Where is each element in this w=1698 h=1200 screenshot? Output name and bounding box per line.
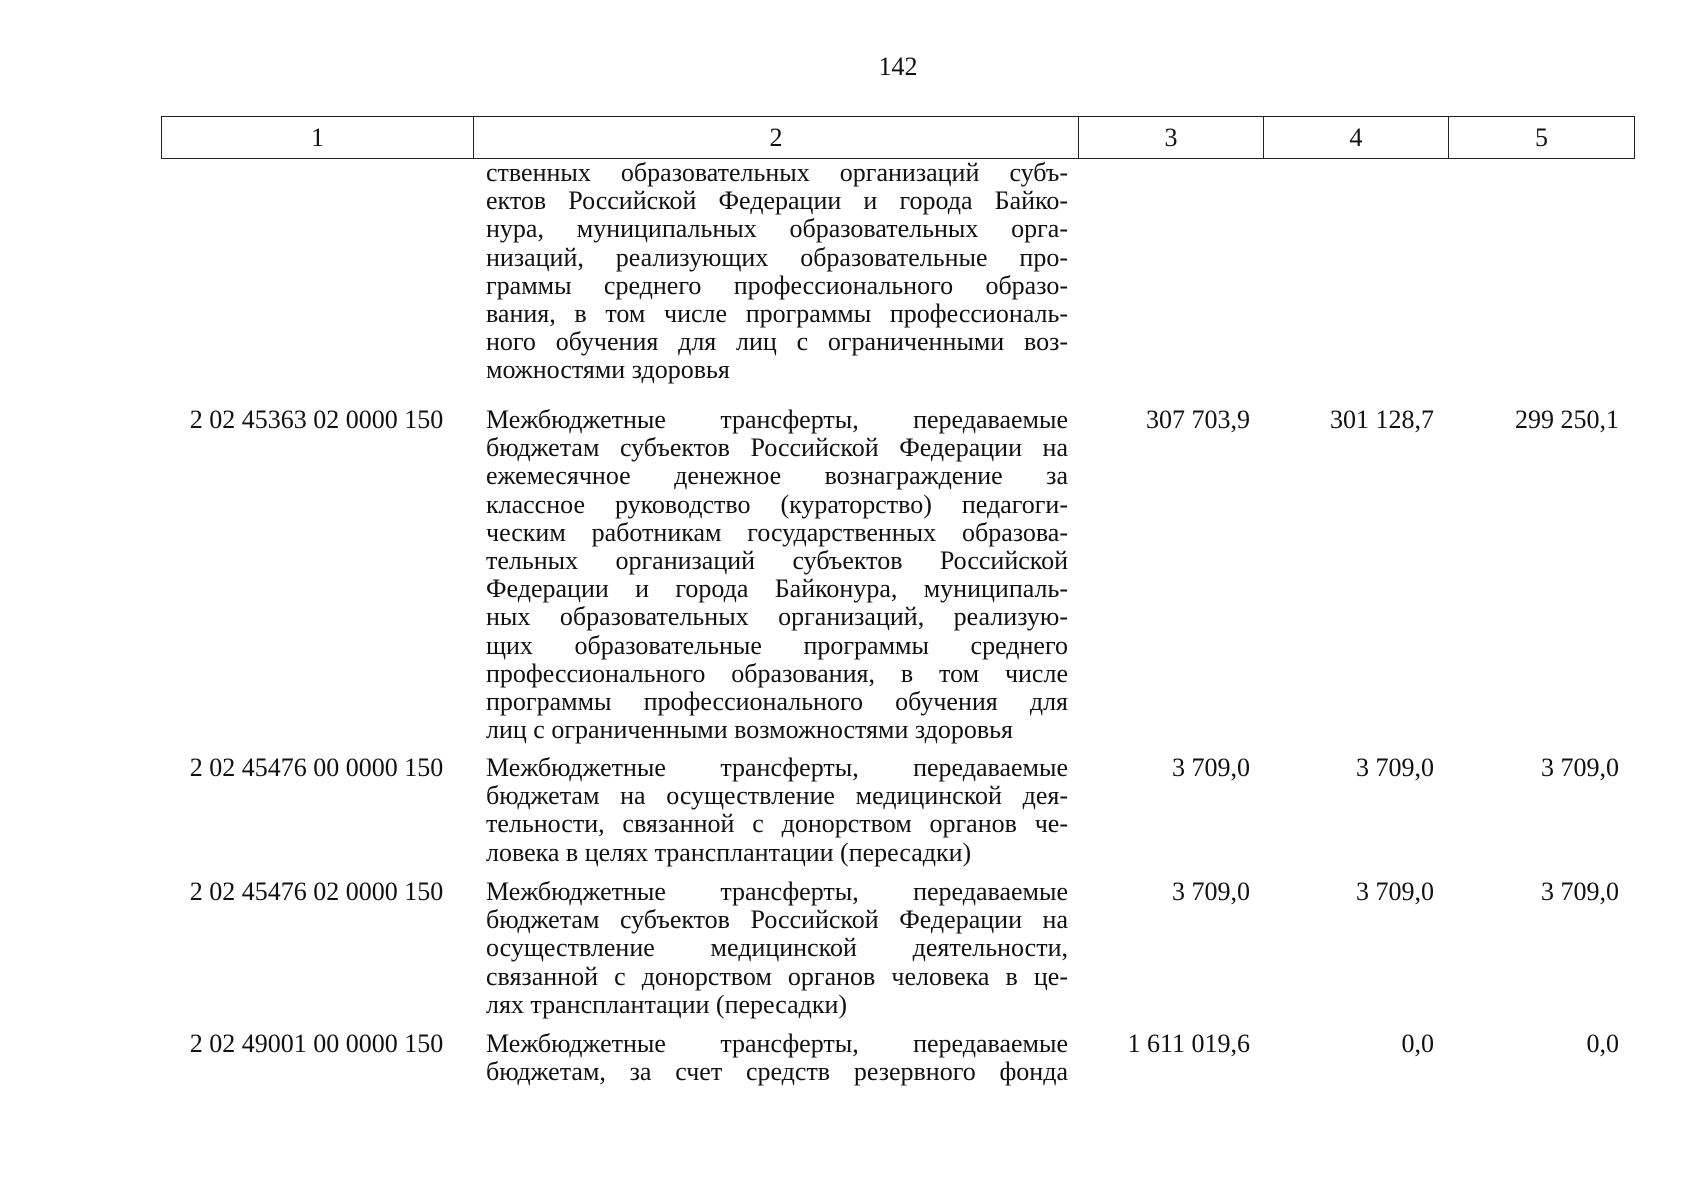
- description-line: нура, муниципальных образовательных орга-: [486, 214, 1068, 244]
- row-code: 2 02 49001 00 0000 150: [189, 1029, 444, 1058]
- description-line: классное руководство (кураторство) педагоги-: [486, 489, 1068, 519]
- column-header-table: [161, 116, 1635, 159]
- row-value-col4: 301 128,7: [1330, 405, 1434, 434]
- row-description: [486, 159, 1068, 385]
- column-header-1: 1: [162, 117, 474, 159]
- description-line: бюджетам субъектов Российской Федерации на: [486, 433, 1068, 463]
- description-line: Межбюджетные трансферты, передаваемые: [486, 877, 1068, 906]
- description-line: профессионального образования, в том числе: [486, 658, 1068, 688]
- description-line: можностями здоровья: [486, 355, 730, 385]
- row-value-col3: 3 709,0: [1172, 877, 1250, 906]
- description-line: тельных организаций субъектов Российской: [486, 546, 1068, 576]
- description-line: ного обучения для лиц с ограниченными воз-: [486, 327, 1068, 357]
- row-value-col4: 3 709,0: [1356, 877, 1434, 906]
- description-line: низаций, реализующих образовательные про-: [486, 242, 1068, 272]
- description-line: ежемесячное денежное вознаграждение за: [486, 461, 1068, 491]
- description-line: связанной с донорством органов человека в це-: [486, 961, 1068, 991]
- row-value-col3: 1 611 019,6: [1127, 1029, 1250, 1058]
- description-line: щих образовательные программы среднего: [486, 630, 1068, 660]
- row-value-col3: 3 709,0: [1172, 753, 1250, 782]
- row-description: [486, 878, 1068, 1019]
- description-line: ловека в целях трансплантации (пересадки): [486, 837, 972, 867]
- description-line: ческим работникам государственных образова-: [486, 517, 1068, 547]
- description-line: ектов Российской Федерации и города Байко-: [486, 186, 1068, 216]
- description-line: вания, в том числе программы профессиональ-: [486, 299, 1068, 329]
- row-code: 2 02 45476 00 0000 150: [189, 753, 444, 782]
- description-line: Межбюджетные трансферты, передаваемые: [486, 1029, 1068, 1058]
- description-line: ных образовательных организаций, реализую-: [486, 602, 1068, 632]
- row-value-col5: 299 250,1: [1515, 405, 1619, 434]
- description-line: ственных образовательных организаций субъ-: [486, 158, 1068, 187]
- description-line: бюджетам субъектов Российской Федерации на: [486, 905, 1068, 935]
- description-line: осуществление медицинской деятельности,: [486, 933, 1068, 963]
- column-header-3: 3: [1079, 117, 1264, 159]
- column-header-row: [162, 117, 1635, 159]
- row-value-col4: 0,0: [1401, 1029, 1434, 1058]
- column-header-5: 5: [1449, 117, 1635, 159]
- row-value-col5: 0,0: [1586, 1029, 1619, 1058]
- column-header-2: 2: [474, 117, 1079, 159]
- row-description: [486, 754, 1068, 867]
- row-description: [486, 1030, 1068, 1086]
- row-value-col5: 3 709,0: [1541, 753, 1619, 782]
- row-value-col4: 3 709,0: [1356, 753, 1434, 782]
- description-line: граммы среднего профессионального образо-: [486, 270, 1068, 300]
- description-line: Межбюджетные трансферты, передаваемые: [486, 405, 1068, 434]
- description-line: программы профессионального обучения для: [486, 687, 1068, 717]
- row-description: [486, 406, 1068, 744]
- description-line: тельности, связанной с донорством органов че-: [486, 809, 1068, 839]
- page-number: 142: [878, 52, 918, 81]
- description-line: бюджетам, за счет средств резервного фонда: [486, 1057, 1068, 1087]
- description-line: Межбюджетные трансферты, передаваемые: [486, 753, 1068, 782]
- row-code: 2 02 45476 02 0000 150: [189, 877, 444, 906]
- description-line: лиц с ограниченными возможностями здоровья: [486, 715, 1013, 745]
- row-value-col3: 307 703,9: [1146, 405, 1250, 434]
- column-header-4: 4: [1264, 117, 1449, 159]
- description-line: Федерации и города Байконура, муниципаль-: [486, 574, 1068, 604]
- description-line: бюджетам на осуществление медицинской дея-: [486, 781, 1068, 811]
- description-line: лях трансплантации (пересадки): [486, 989, 848, 1019]
- row-code: 2 02 45363 02 0000 150: [189, 405, 444, 434]
- row-value-col5: 3 709,0: [1541, 877, 1619, 906]
